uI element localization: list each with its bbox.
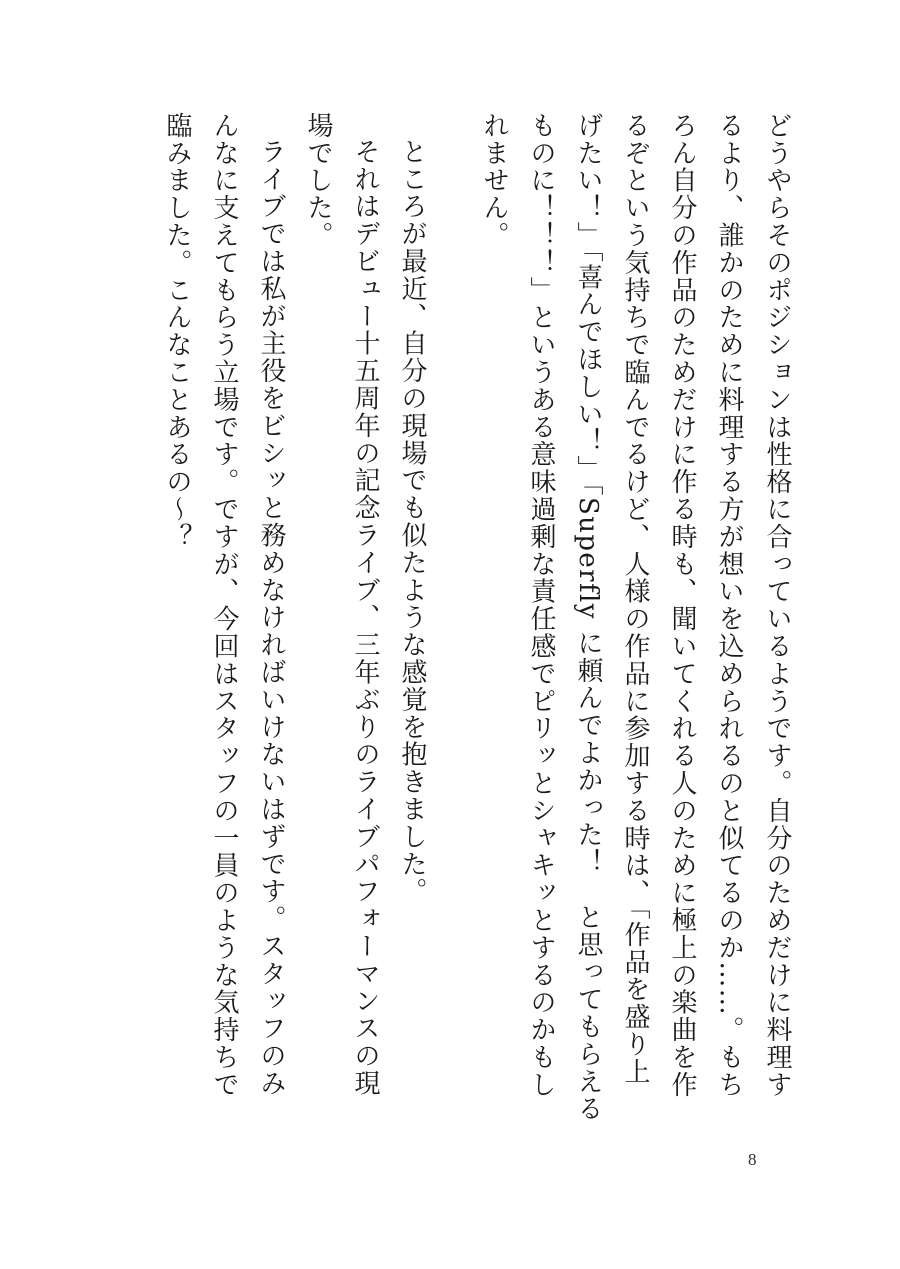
text-line-12: んなに支えてもらう立場です。ですが、今回はスタッフの一員のような気持ちで <box>209 112 239 1099</box>
text-line-7: れません。 <box>479 112 509 249</box>
text-line-3: ろん自分の作品のためだけに作る時も、聞いてくれる人のために極上の楽曲を作 <box>667 112 697 1099</box>
text-line-1: どうやらそのポジションは性格に合っているようです。自分のためだけに料理す <box>762 112 792 1099</box>
text-line-11: ライブでは私が主役をビシッと務めなければいけないはずです。スタッフのみ <box>256 138 286 1097</box>
text-line-2: るより、誰かのために料理する方が想いを込められるのと似てるのか……。もち <box>714 112 744 1099</box>
text-line-13: 臨みました。こんなことあるの〜？ <box>162 112 192 551</box>
page-number: 8 <box>748 1150 757 1169</box>
text-line-4: るぞという気持ちで臨んでるけど、人様の作品に参加する時は、「作品を盛り上 <box>620 112 650 1086</box>
text-line-10: 場でした。 <box>303 112 333 249</box>
text-line-5: げたい！」「喜んでほしい！」「Superfly に頼んでよかった！ と思ってもらえる <box>573 112 603 1123</box>
text-line-9: それはデビュー十五周年の記念ライブ、三年ぶりのライブパフォーマンスの現 <box>350 138 380 1097</box>
text-line-8: ところが最近、自分の現場でも似たような感覚を抱きました。 <box>397 138 427 906</box>
text-line-6: ものに！！！」というある意味過剰な責任感でピリッとシャキッとするのかもし <box>526 112 556 1099</box>
